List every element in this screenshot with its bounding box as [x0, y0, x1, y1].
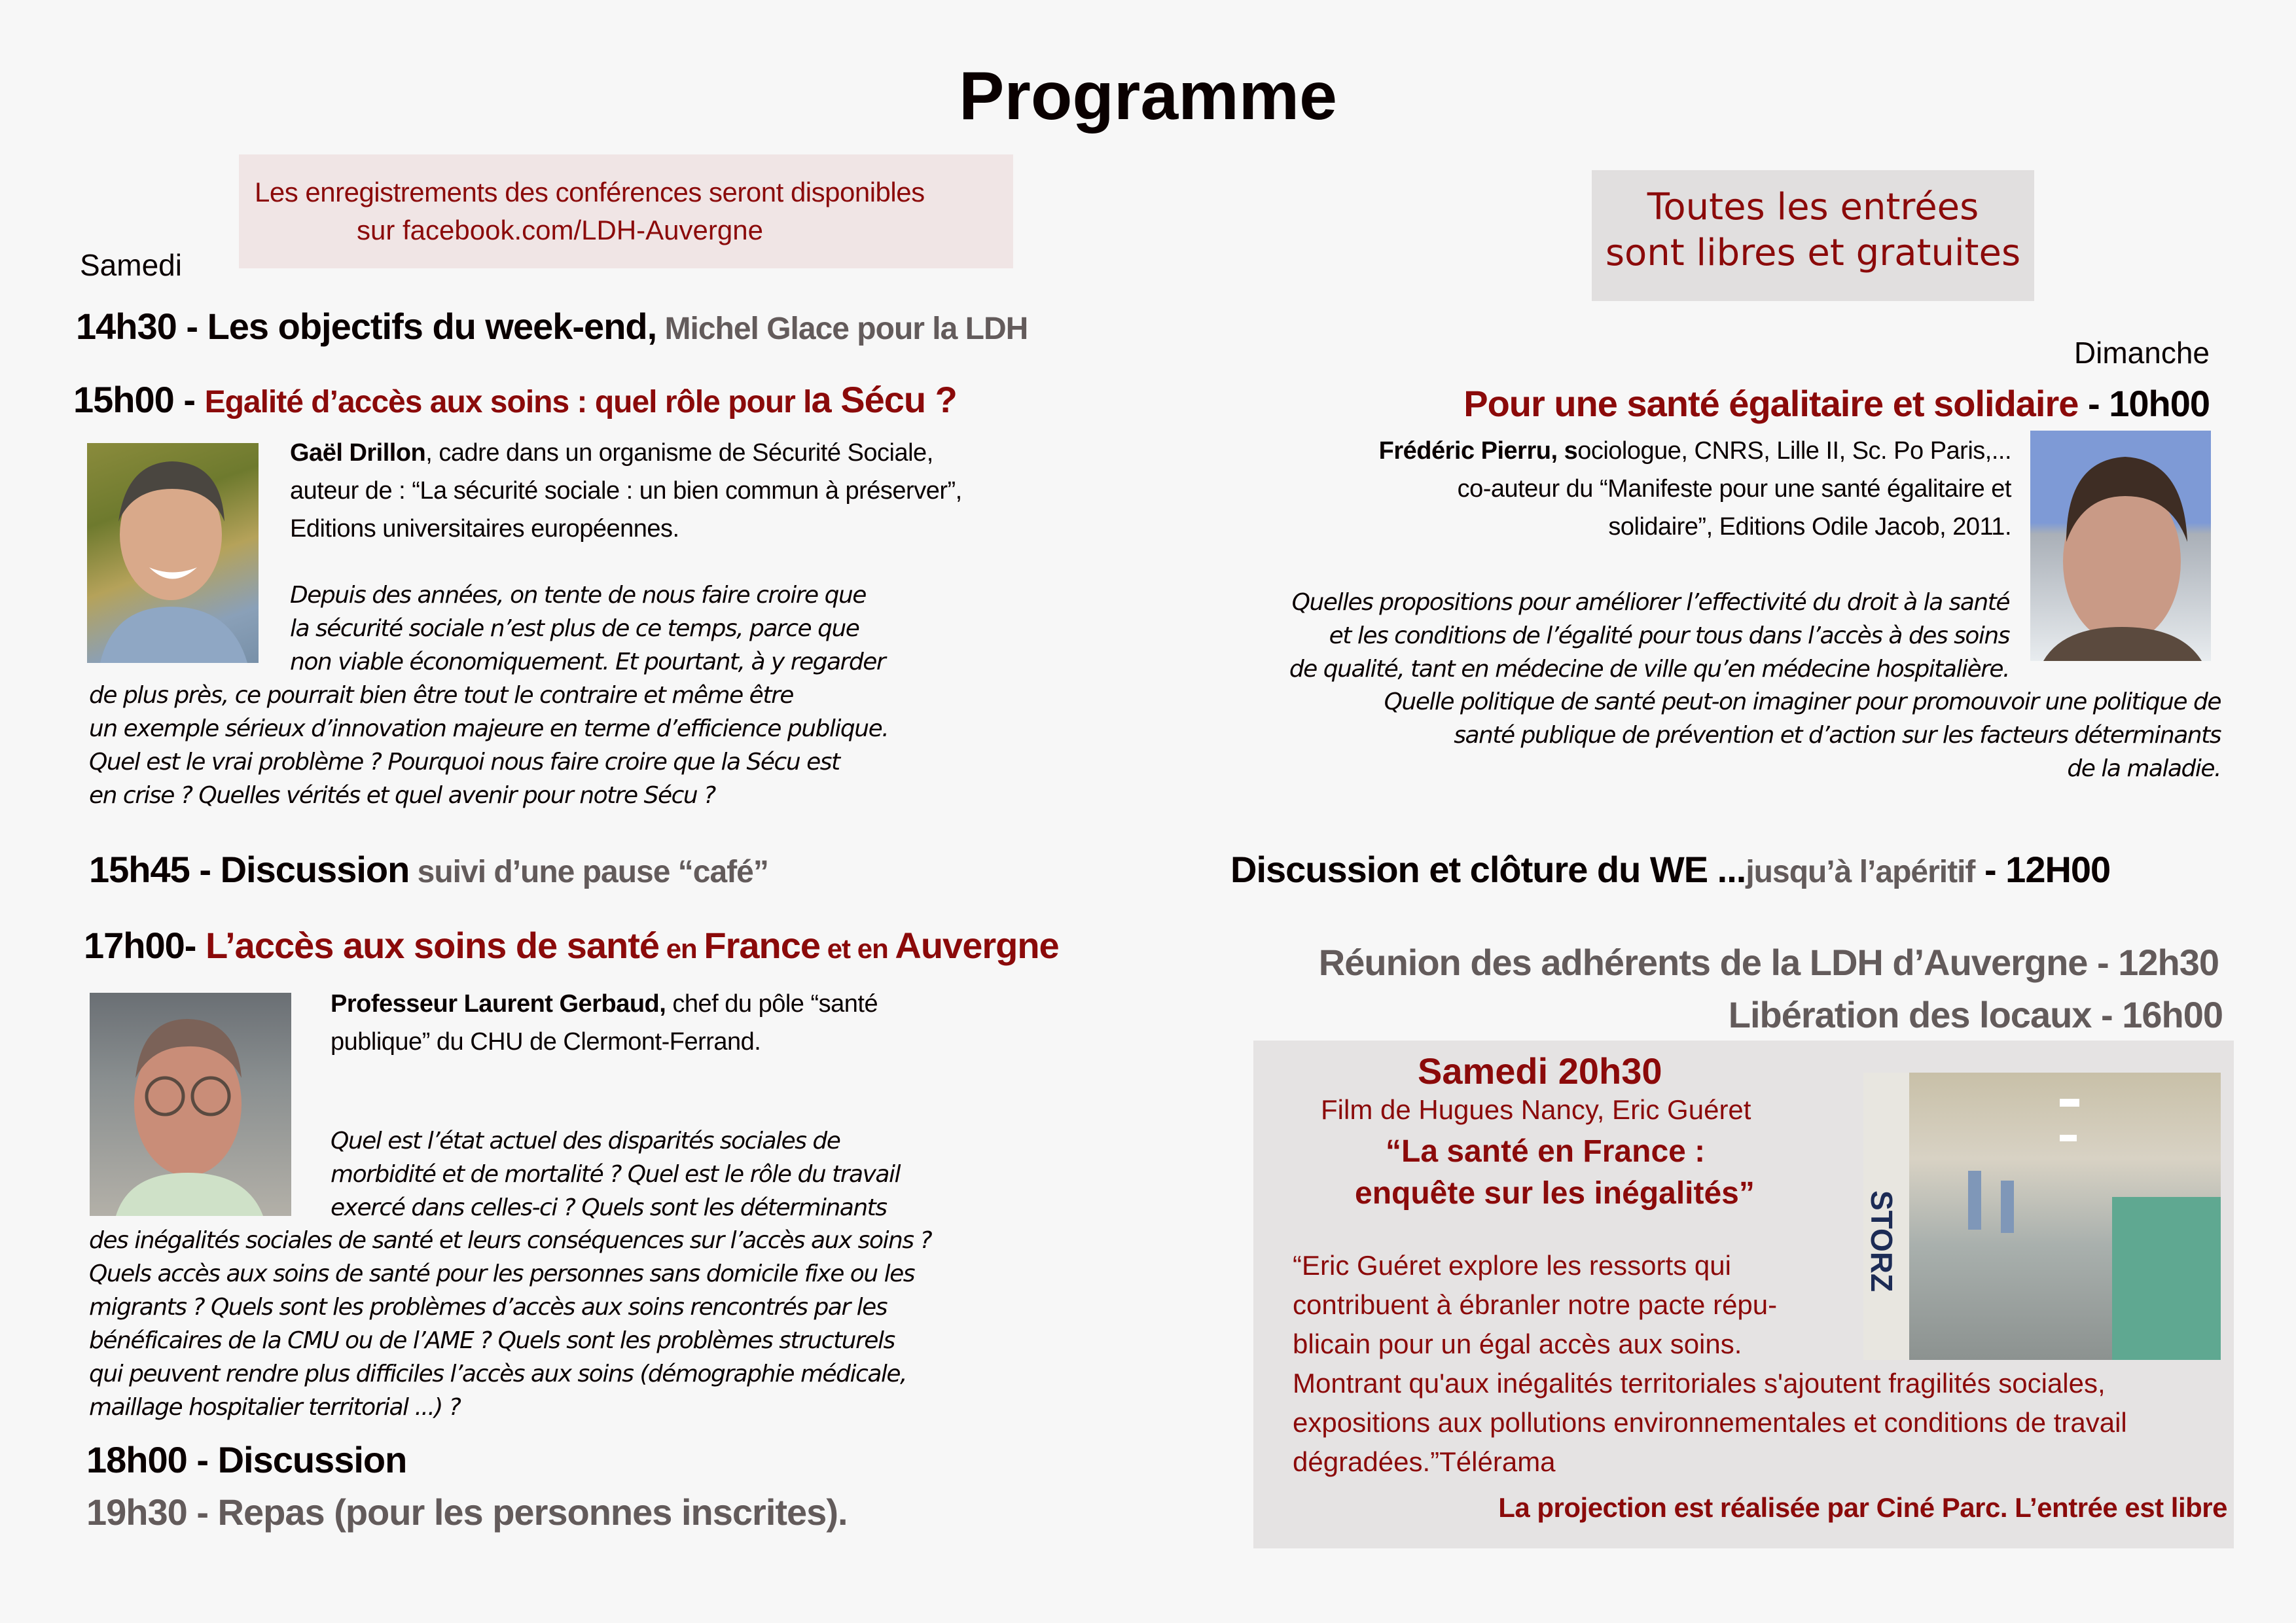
item-time: 15h00 -	[73, 379, 205, 420]
abstract-line: un exemple sérieux d’innovation majeure en terme d’efficience publique.	[89, 715, 889, 742]
abstract-line: Quel est le vrai problème ? Pourquoi nous faire croire que la Sécu est	[89, 749, 840, 776]
film-footer: La projection est réalisée par Ciné Parc. L’entrée est libre	[1498, 1492, 2227, 1523]
photo-laurent-gerbaud	[90, 993, 291, 1216]
abstract-gerbaud-top	[331, 1124, 900, 1224]
schedule-item-1200	[1230, 848, 2110, 891]
abstract-line: de plus près, ce pourrait bien être tout le contraire et même être	[89, 682, 793, 709]
schedule-item-1545	[89, 848, 768, 891]
bio-laurent-gerbaud	[331, 985, 878, 1061]
portrait-icon	[87, 443, 259, 663]
schedule-item-1000	[1463, 382, 2210, 425]
film-directors: Film de Hugues Nancy, Eric Guéret	[1321, 1094, 1751, 1125]
abstract-line: des inégalités sociales de santé et leurs conséquences sur l’accès aux soins ?	[89, 1227, 932, 1254]
item-title-secu: a Sécu ?	[811, 379, 957, 420]
page-title: Programme	[959, 58, 1337, 134]
svg-text:STORZ: STORZ	[1865, 1190, 1899, 1293]
item-connector: et en	[820, 933, 895, 964]
abstract-pierru-a	[1289, 586, 2009, 686]
schedule-item-1430	[76, 305, 1028, 348]
abstract-line: santé publique de prévention et d’action sur les facteurs déterminants	[1454, 722, 2221, 749]
item-time: 15h45 -	[89, 849, 221, 890]
abstract-line: non viable économiquement. Et pourtant, à y regarder	[290, 649, 886, 675]
item-title: Pour une santé égalitaire et solidaire	[1463, 383, 2079, 424]
free-entry-line2: sont libres et gratuites	[1605, 232, 2021, 274]
abstract-gerbaud-bottom	[89, 1224, 931, 1424]
recordings-notice	[239, 154, 1013, 268]
portrait-icon	[2030, 431, 2211, 661]
item-time: - 12H00	[1975, 849, 2111, 890]
film-title-line1: “La santé en France :	[1386, 1134, 1706, 1169]
abstract-gael-top	[290, 579, 885, 679]
schedule-item-1230: Réunion des adhérents de la LDH d’Auvergne - 12h30	[1318, 942, 2219, 983]
bio-line: co-auteur du “Manifeste pour une santé égalitaire et	[1457, 475, 2011, 503]
bio-line: publique” du CHU de Clermont-Ferrand.	[331, 1028, 761, 1056]
portrait-icon	[90, 993, 291, 1216]
abstract-line: bénéficaires de la CMU ou de l’AME ? Quels sont les problèmes structurels	[89, 1327, 895, 1354]
speaker-name: Gaël Drillon	[290, 439, 426, 467]
film-time: Samedi 20h30	[1418, 1050, 1662, 1092]
bio-line: auteur de : “La sécurité sociale : un bien commun à préserver”,	[290, 477, 962, 505]
abstract-line: maillage hospitalier territorial ...) ?	[89, 1394, 461, 1421]
item-time: 17h00-	[84, 925, 206, 966]
abstract-line: qui peuvent rendre plus difficiles l’accès aux soins (démographie médicale,	[89, 1361, 906, 1387]
free-entry-notice	[1592, 170, 2034, 301]
item-time: - 10h00	[2078, 383, 2210, 424]
abstract-line: de qualité, tant en médecine de ville qu’en médecine hospitalière.	[1289, 656, 2009, 683]
item-title: Discussion	[220, 849, 410, 890]
recordings-notice-line1: Les enregistrements des conférences seront disponibles	[255, 177, 925, 207]
item-title: Les objectifs du week-end,	[207, 306, 657, 347]
item-time: 14h30 -	[76, 306, 207, 347]
abstract-line: et les conditions de l’égalité pour tous dans l’accès à des soins	[1329, 622, 2009, 649]
bio-line: solidaire”, Editions Odile Jacob, 2011.	[1608, 513, 2011, 541]
quote-line: blicain pour un égal accès aux soins.	[1293, 1329, 1742, 1359]
item-suffix: suivi d’une pause “café”	[409, 855, 768, 889]
abstract-line: Quelle politique de santé peut-on imaginer pour promouvoir une politique de	[1384, 688, 2221, 715]
schedule-item-1500	[73, 378, 957, 421]
abstract-line: migrants ? Quels sont les problèmes d’accès aux soins rencontrés par les	[89, 1294, 888, 1321]
abstract-line: Quelles propositions pour améliorer l’effectivité du droit à la santé	[1291, 589, 2009, 616]
quote-line: Montrant qu'aux inégalités territoriales s'ajoutent fragilités sociales,	[1293, 1368, 2106, 1399]
film-review-quote	[1293, 1246, 2127, 1482]
item-speaker: Michel Glace pour la LDH	[656, 312, 1028, 346]
abstract-line: la sécurité sociale n’est plus de ce temps, parce que	[290, 615, 859, 642]
free-entry-line1: Toutes les entrées	[1647, 186, 1979, 228]
item-suffix: jusqu’à l’apéritif	[1746, 855, 1975, 889]
abstract-line: Quels accès aux soins de santé pour les personnes sans domicile fixe ou les	[89, 1260, 914, 1287]
item-title: L’accès aux soins de santé	[206, 925, 660, 966]
bio-line: , cadre dans un organisme de Sécurité Sociale,	[425, 439, 933, 467]
item-title: Egalité d’accès aux soins : quel rôle pour l	[204, 385, 812, 419]
item-title: Discussion et clôture du WE ...	[1230, 849, 1746, 890]
schedule-item-1800	[86, 1438, 406, 1481]
sunday-label: Dimanche	[2073, 336, 2210, 370]
abstract-line: Quel est l’état actuel des disparités sociales de	[331, 1128, 840, 1154]
photo-gael-drillon	[87, 443, 259, 663]
quote-line: expositions aux pollutions environnementales et conditions de travail	[1293, 1407, 2127, 1438]
photo-frederic-pierru	[2030, 431, 2211, 661]
bio-frederic-pierru	[1379, 432, 2011, 546]
item-connector: en	[659, 933, 704, 964]
abstract-line: morbidité et de mortalité ? Quel est le rôle du travail	[331, 1161, 900, 1188]
schedule-item-1700	[84, 924, 1059, 967]
saturday-label: Samedi	[80, 248, 182, 282]
quote-line: “Eric Guéret explore les ressorts qui	[1293, 1250, 1731, 1281]
bio-gael-drillon	[290, 434, 962, 548]
recordings-notice-link[interactable]: sur facebook.com/LDH-Auvergne	[357, 215, 763, 245]
quote-line: contribuent à ébranler notre pacte répu-	[1293, 1289, 1778, 1320]
item-title-france: France	[704, 925, 821, 966]
abstract-gael-bottom	[89, 679, 888, 812]
bio-line: Editions universitaires européennes.	[290, 515, 679, 543]
item-title: Discussion	[217, 1439, 407, 1480]
quote-line: dégradées.”Télérama	[1293, 1446, 1556, 1477]
abstract-line: en crise ? Quelles vérités et quel avenir pour notre Sécu ?	[89, 782, 715, 809]
film-screening-box	[1253, 1041, 2234, 1548]
abstract-line: Depuis des années, on tente de nous faire croire que	[290, 582, 866, 609]
film-title-line2: enquête sur les inégalités”	[1355, 1176, 1755, 1211]
bio-line: ociologue, CNRS, Lille II, Sc. Po Paris,...	[1577, 437, 2011, 465]
schedule-item-1930: 19h30 - Repas (pour les personnes inscrites).	[86, 1491, 848, 1533]
abstract-line: de la maladie.	[2067, 755, 2221, 782]
abstract-pierru-b	[1384, 685, 2221, 785]
speaker-name: Frédéric Pierru, s	[1378, 437, 1578, 465]
item-time: 18h00 -	[86, 1439, 218, 1480]
item-title-auvergne: Auvergne	[895, 925, 1059, 966]
abstract-line: exercé dans celles-ci ? Quels sont les déterminants	[331, 1194, 887, 1221]
schedule-item-1600: Libération des locaux - 16h00	[1728, 994, 2223, 1035]
speaker-name: Professeur Laurent Gerbaud,	[331, 990, 666, 1018]
bio-line: chef du pôle “santé	[666, 990, 878, 1018]
